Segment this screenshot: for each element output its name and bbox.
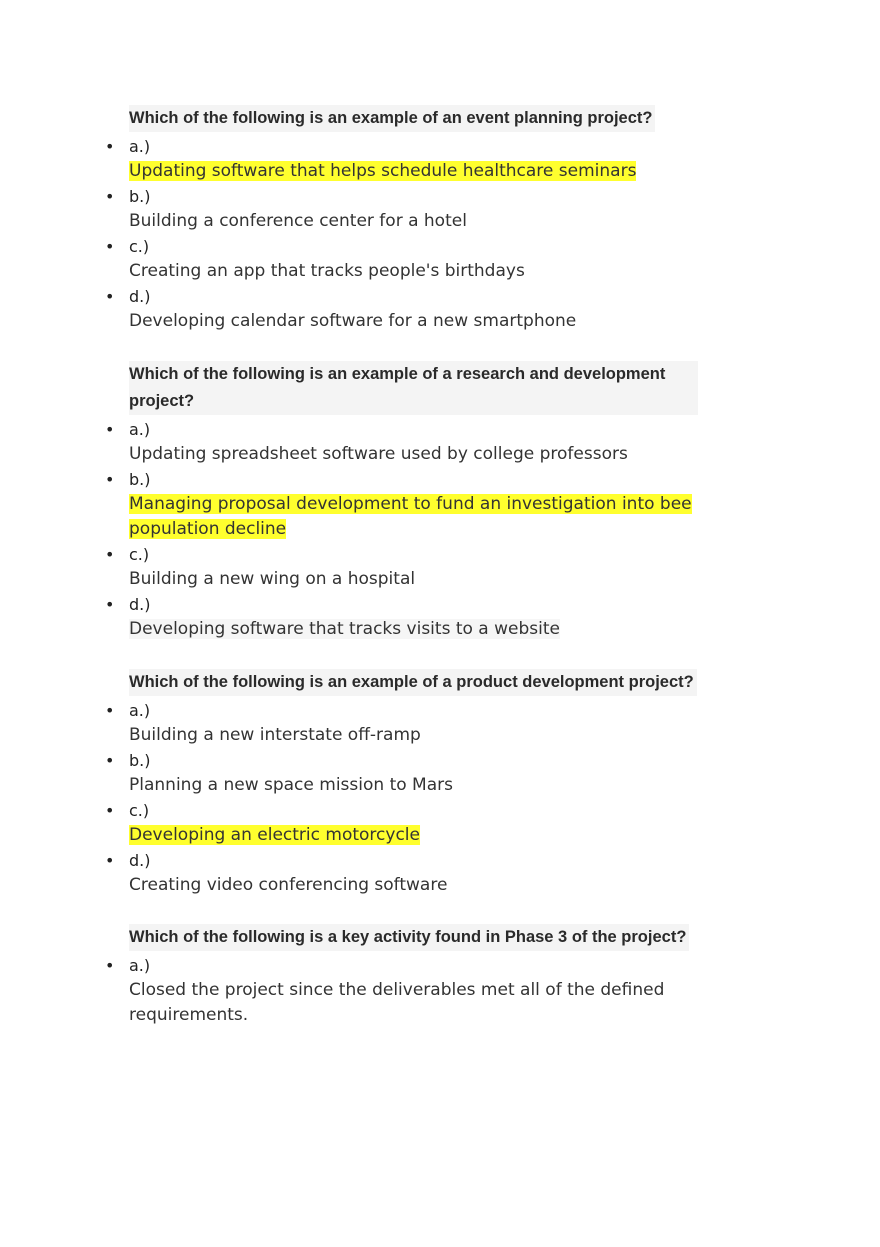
question-title: Which of the following is an example of an event planning project?: [129, 105, 655, 132]
option-letter: b.): [129, 470, 151, 489]
bullet-icon: •: [105, 701, 115, 720]
option-d: [105, 592, 729, 642]
option-letter: d.): [129, 851, 151, 870]
bullet-icon: •: [105, 595, 115, 614]
bullet-icon: •: [105, 470, 115, 489]
option-c: [105, 798, 729, 848]
option-a: [105, 417, 729, 467]
option-d: [105, 284, 729, 334]
bullet-icon: •: [105, 237, 115, 256]
option-text-highlighted: Developing an electric motorcycle: [129, 825, 420, 845]
option-text: Creating video conferencing software: [129, 875, 448, 895]
option-text: Developing software that tracks visits to a website: [129, 619, 560, 639]
option-letter: a.): [129, 956, 151, 975]
option-text: Closed the project since the deliverables met all of the defined requirements.: [129, 980, 665, 1025]
option-text: Planning a new space mission to Mars: [129, 775, 453, 795]
option-b: [105, 467, 729, 542]
question-2: [0, 361, 880, 642]
option-text: Creating an app that tracks people's birthdays: [129, 261, 525, 281]
option-letter: c.): [129, 237, 150, 256]
option-letter: a.): [129, 701, 151, 720]
option-text: Building a new interstate off-ramp: [129, 725, 421, 745]
option-letter: b.): [129, 187, 151, 206]
question-1: [0, 105, 880, 334]
option-text: Building a conference center for a hotel: [129, 211, 467, 231]
bullet-icon: •: [105, 956, 115, 975]
option-letter: d.): [129, 595, 151, 614]
bullet-icon: •: [105, 545, 115, 564]
question-title: Which of the following is an example of a research and development project?: [129, 361, 698, 415]
question-title: Which of the following is an example of a product development project?: [129, 669, 697, 696]
bullet-icon: •: [105, 851, 115, 870]
option-letter: a.): [129, 420, 151, 439]
option-a: [105, 698, 729, 748]
option-a: [105, 134, 729, 184]
option-text: Building a new wing on a hospital: [129, 569, 416, 589]
option-b: [105, 748, 729, 798]
option-letter: d.): [129, 287, 151, 306]
option-d: [105, 848, 729, 898]
question-4: [0, 924, 880, 1028]
option-a: [105, 953, 729, 1028]
bullet-icon: •: [105, 801, 115, 820]
option-letter: c.): [129, 801, 150, 820]
option-c: [105, 234, 729, 284]
bullet-icon: •: [105, 187, 115, 206]
option-letter: a.): [129, 137, 151, 156]
option-c: [105, 542, 729, 592]
bullet-icon: •: [105, 137, 115, 156]
bullet-icon: •: [105, 287, 115, 306]
option-text: Updating spreadsheet software used by college professors: [129, 444, 628, 464]
option-text: Developing calendar software for a new smartphone: [129, 311, 577, 331]
question-title: Which of the following is a key activity found in Phase 3 of the project?: [129, 924, 689, 951]
option-text-highlighted: Updating software that helps schedule healthcare seminars: [129, 161, 637, 181]
question-3: [0, 669, 880, 898]
bullet-icon: •: [105, 420, 115, 439]
option-b: [105, 184, 729, 234]
option-text-highlighted: Managing proposal development to fund an investigation into bee population decline: [129, 494, 692, 539]
bullet-icon: •: [105, 751, 115, 770]
option-letter: c.): [129, 545, 150, 564]
option-letter: b.): [129, 751, 151, 770]
